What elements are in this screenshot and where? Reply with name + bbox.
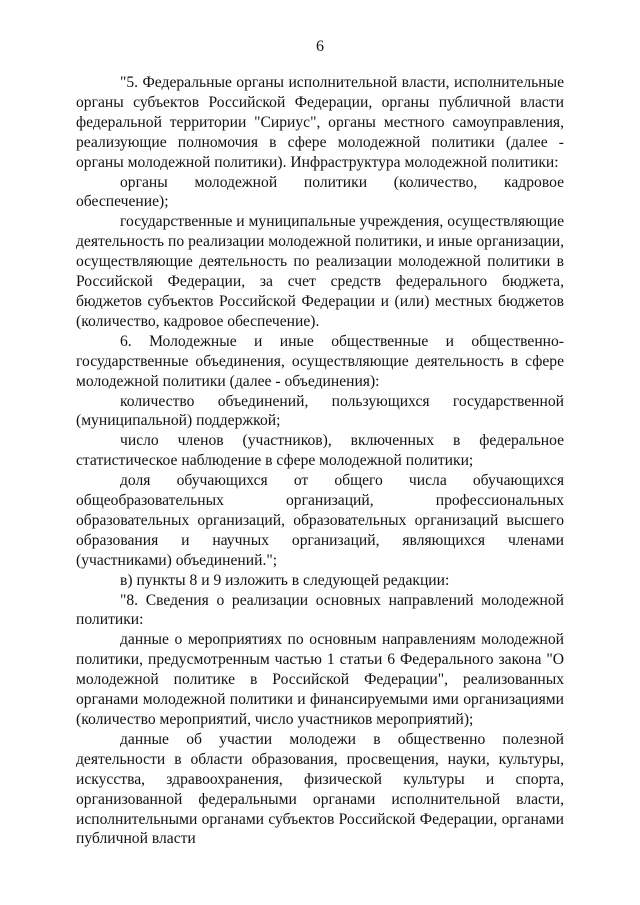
paragraph-item-8: "8. Сведения о реализации основных направлений молодежной политики: xyxy=(76,591,564,629)
page-number: 6 xyxy=(316,38,324,55)
paragraph-item-6: 6. Молодежные и иные общественные и общественно-государственные объединения, осуществляющие деятельность в сфере молодежной политики (далее - объединения): xyxy=(76,332,564,390)
paragraph-institutions: государственные и муниципальные учреждения, осуществляющие деятельность по реализации молодежной политики, и иные организации, осуществляющие деятельность по реализации молодежной политики в Российской Федерации, за счет средств федерального бюджета, бюджетов субъектов Российской Федерации и (или) местных бюджетов (количество, кадровое обеспечение). xyxy=(76,213,564,330)
paragraph-associations-count: количество объединений, пользующихся государственной (муниципальной) поддержкой; xyxy=(76,392,564,430)
paragraph-item-5: "5. Федеральные органы исполнительной власти, исполнительные органы субъектов Российской Федерации, органы публичной власти федеральной территории "Сириус", органы местного самоуправления, реализующие полномочия в сфере молодежной политики (далее - органы молодежной политики). Инфраструктура молодежной политики: xyxy=(76,74,564,171)
paragraph-youth-policy-bodies: органы молодежной политики (количество, кадровое обеспечение); xyxy=(76,173,564,211)
paragraph-amendment-v: в) пункты 8 и 9 изложить в следующей редакции: xyxy=(120,571,450,589)
document-body xyxy=(76,73,564,849)
paragraph-participation-data: данные об участии молодежи в общественно полезной деятельности в области образования, просвещения, науки, культуры, искусства, здравоохранения, физической культуры и спорта, организованной федеральными органами исполнительной власти, исполнительными органами субъектов Российской Федерации, органами публичной власти xyxy=(76,730,564,848)
paragraph-students-share: доля обучающихся от общего числа обучающихся общеобразовательных организаций, профессиональных образовательных организаций, образовательных организаций высшего образования и научных организаций, являющихся членами (участниками) объединений."; xyxy=(76,472,564,569)
paragraph-events-data: данные о мероприятиях по основным направлениям молодежной политики, предусмотренным частью 1 статьи 6 Федерального закона "О молодежной политике в Российской Федерации", реализованных органами молодежной политики и финансируемыми ими организациями (количество мероприятий, число участников мероприятий); xyxy=(76,631,564,728)
paragraph-members-count: число членов (участников), включенных в федеральное статистическое наблюдение в сфере молодежной политики; xyxy=(76,432,564,470)
